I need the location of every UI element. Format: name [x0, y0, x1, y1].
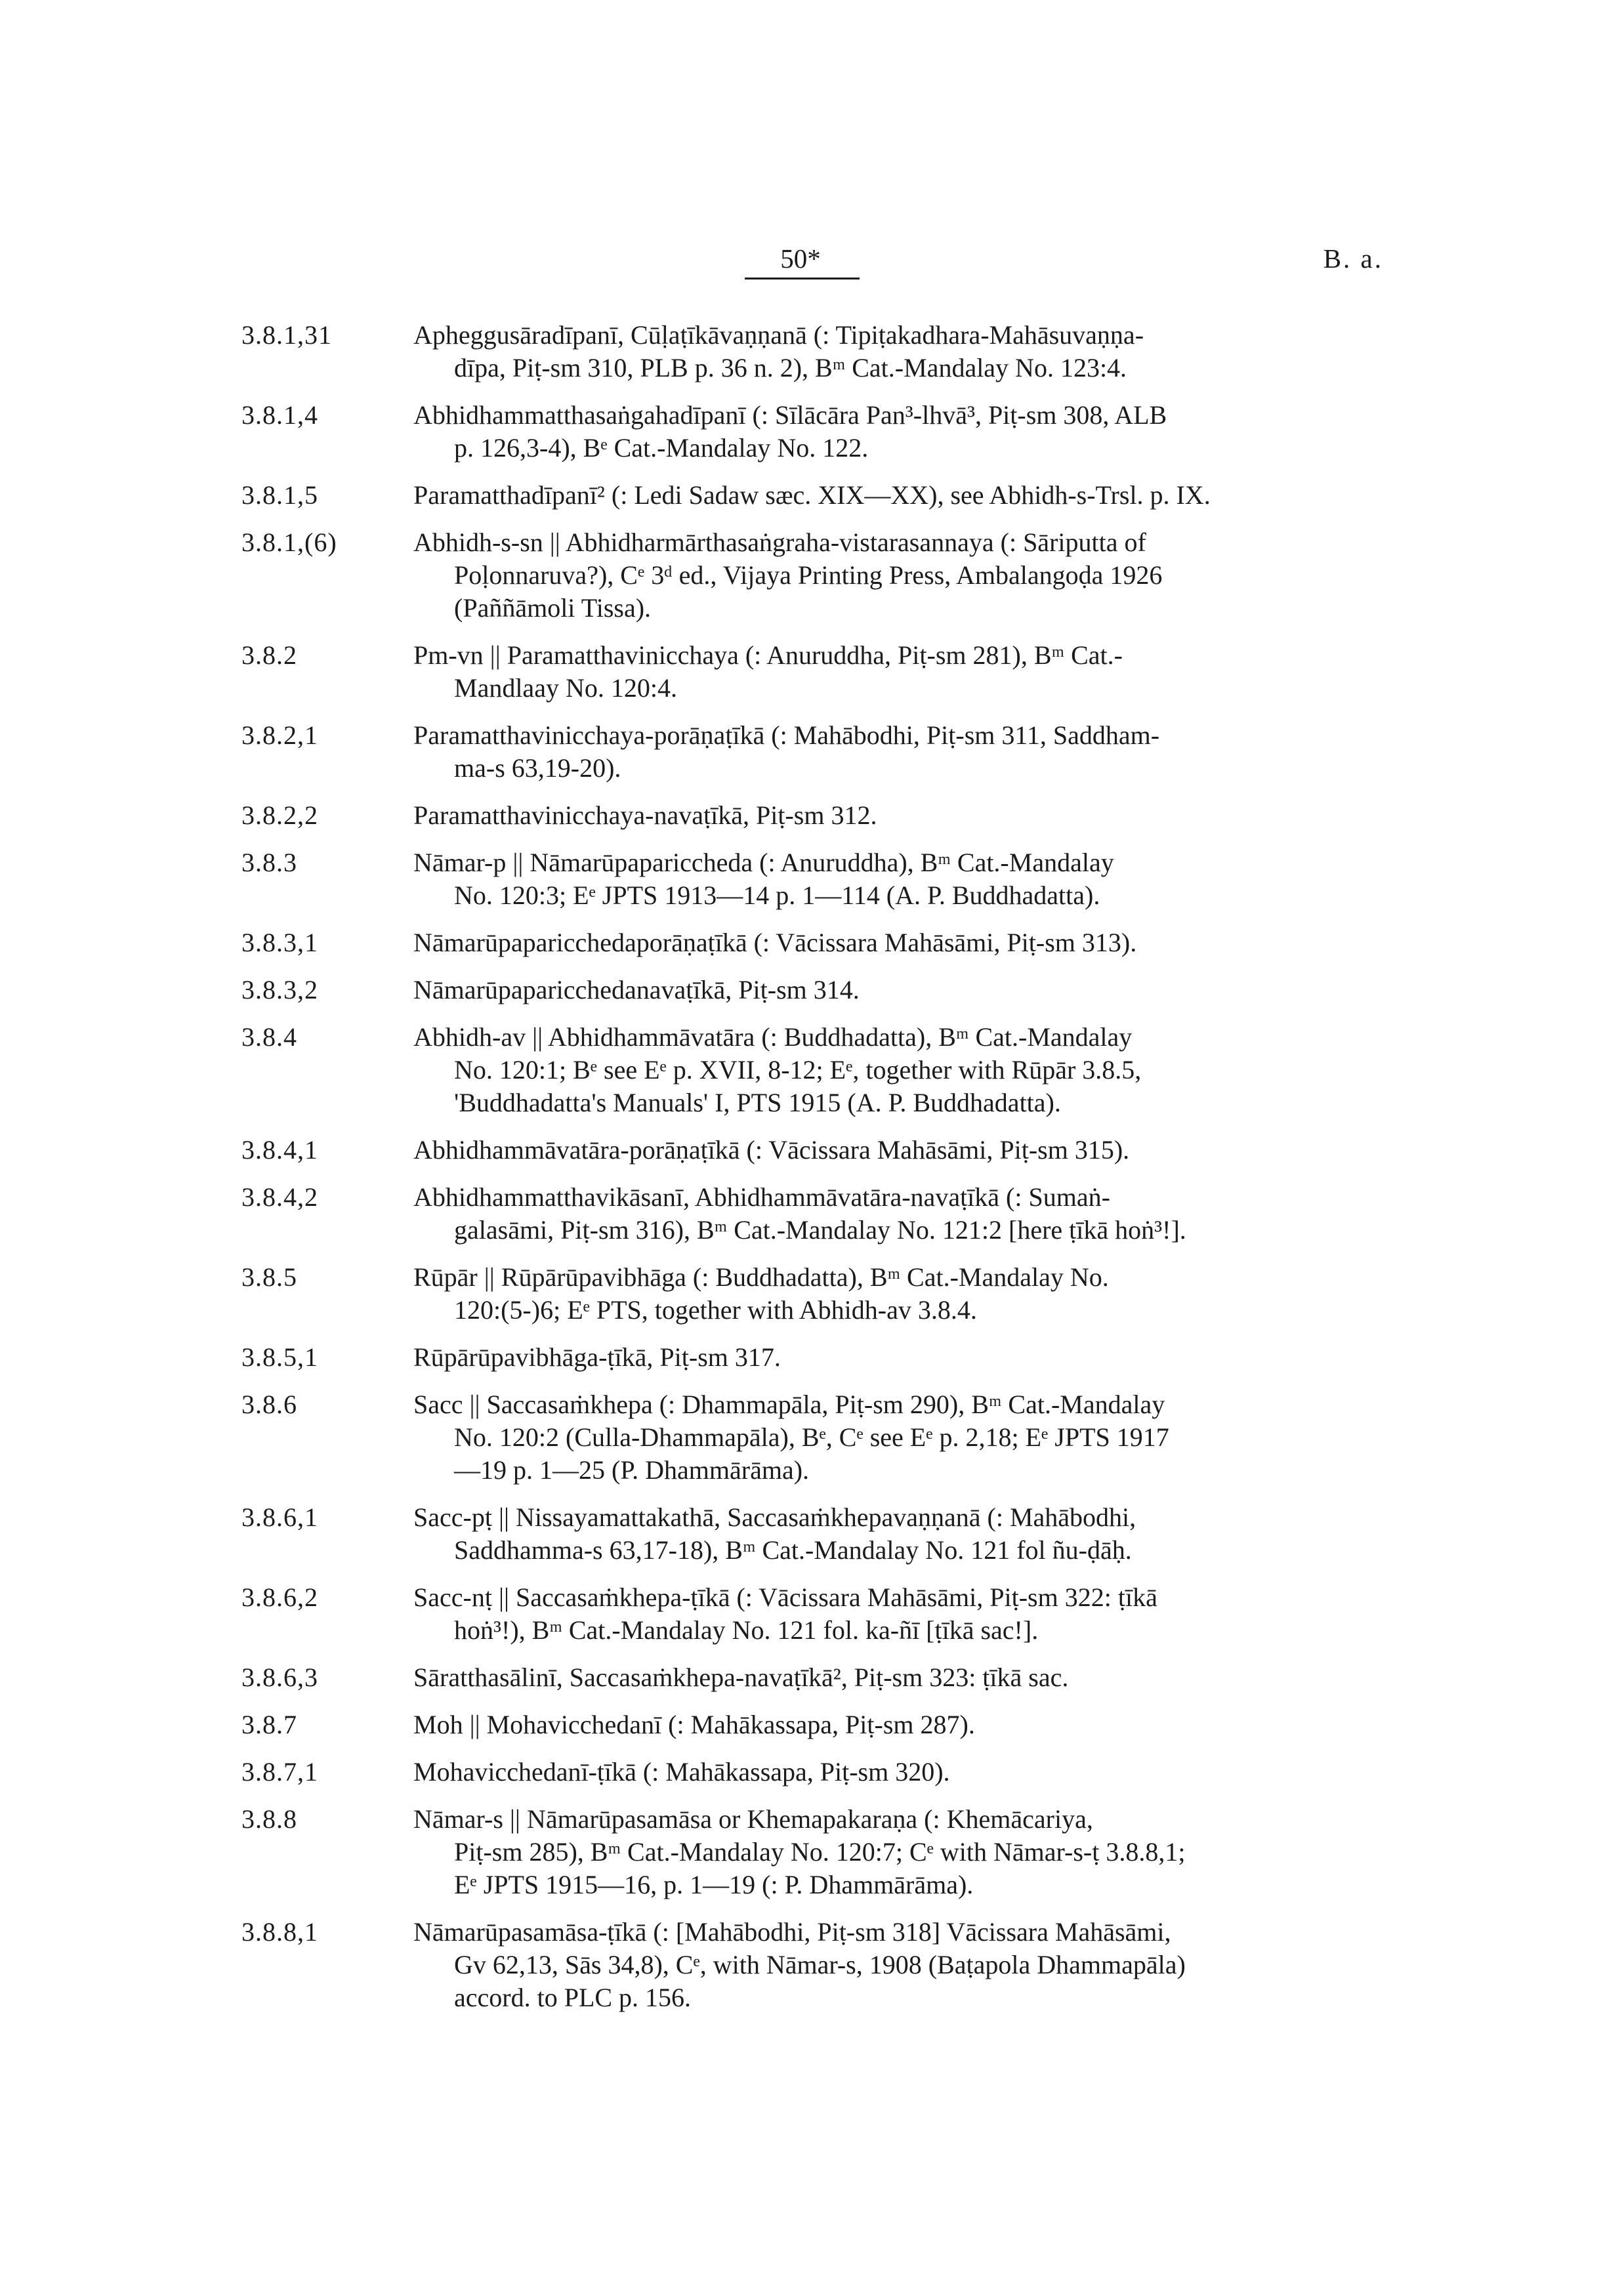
entry-line: Nāmarūpaparicchedaporāṇaṭīkā (: Vācissara Mahāsāmi, Piṭ-sm 313).: [413, 928, 1137, 957]
entry-number: 3.8.1,(6): [241, 527, 337, 557]
entry-line: Mohavicchedanī-ṭīkā (: Mahākassapa, Piṭ-sm 320).: [413, 1757, 950, 1787]
entry-line: Sāratthasālinī, Saccasaṁkhepa-navaṭīkā², Piṭ-sm 323: ṭīkā sac.: [413, 1663, 1069, 1692]
entry-text: [413, 1581, 1398, 1647]
entry-line: galasāmi, Piṭ-sm 316), Bᵐ Cat.-Mandalay No. 121:2 [here ṭīkā hoṅ³!].: [454, 1215, 1186, 1245]
entry-number: 3.8.3: [241, 848, 297, 877]
entry-line: —19 p. 1—25 (P. Dhammārāma).: [454, 1455, 810, 1485]
page-number: 50*: [780, 243, 821, 274]
entry-number: 3.8.5,1: [241, 1342, 318, 1372]
entry-line: No. 120:3; Eᵉ JPTS 1913—14 p. 1—114 (A. P. Buddhadatta).: [454, 880, 1100, 910]
bibliography-entry: [241, 1021, 1398, 1119]
entry-number: 3.8.6,2: [241, 1582, 318, 1612]
entry-line: Sacc-nṭ || Saccasaṁkhepa-ṭīkā (: Vācissara Mahāsāmi, Piṭ-sm 322: ṭīkā: [413, 1582, 1157, 1612]
bibliography-entry: [241, 1261, 1398, 1327]
entry-text: [413, 1388, 1398, 1487]
entry-number: 3.8.3,2: [241, 975, 318, 1004]
entry-text: [413, 1341, 1398, 1374]
entry-number: 3.8.8,1: [241, 1917, 318, 1947]
bibliography-entry: [241, 1708, 1398, 1741]
entry-number: 3.8.5: [241, 1262, 297, 1292]
entry-number: 3.8.1,4: [241, 400, 318, 430]
entry-line: Abhidh-s-sn || Abhidharmārthasaṅgraha-vistarasannaya (: Sāriputta of: [413, 527, 1146, 557]
bibliography-entry: [241, 974, 1398, 1006]
entry-text: [413, 1501, 1398, 1567]
bibliography-entry: [241, 926, 1398, 959]
entry-line: Paramatthavinicchaya-navaṭīkā, Piṭ-sm 312.: [413, 800, 877, 830]
entry-number: 3.8.4,2: [241, 1182, 318, 1212]
entry-number: 3.8.2,2: [241, 800, 318, 830]
entry-text: [413, 974, 1398, 1006]
bibliography-entry: [241, 799, 1398, 832]
entry-line: Abhidh-av || Abhidhammāvatāra (: Buddhadatta), Bᵐ Cat.-Mandalay: [413, 1022, 1133, 1052]
page-number-underline: [745, 278, 860, 279]
entry-text: [413, 1261, 1398, 1327]
entry-line: Gv 62,13, Sās 34,8), Cᵉ, with Nāmar-s, 1908 (Baṭapola Dhammapāla): [454, 1950, 1186, 1979]
bibliography-entry: [241, 1134, 1398, 1167]
entry-number: 3.8.2,1: [241, 720, 318, 750]
entry-line: No. 120:2 (Culla-Dhammapāla), Bᵉ, Cᵉ see Eᵉ p. 2,18; Eᵉ JPTS 1917: [454, 1422, 1169, 1452]
bibliography-entry: [241, 719, 1398, 785]
bibliography-entry: [241, 1341, 1398, 1374]
bibliography-entry: [241, 1661, 1398, 1694]
entry-line: Nāmar-p || Nāmarūpapariccheda (: Anuruddha), Bᵐ Cat.-Mandalay: [413, 848, 1114, 877]
entry-line: Piṭ-sm 285), Bᵐ Cat.-Mandalay No. 120:7; Cᵉ with Nāmar-s-ṭ 3.8.8,1;: [454, 1837, 1186, 1867]
entry-line: dīpa, Piṭ-sm 310, PLB p. 36 n. 2), Bᵐ Cat.-Mandalay No. 123:4.: [454, 353, 1127, 382]
entry-line: ma-s 63,19-20).: [454, 753, 621, 783]
bibliography-entry: [241, 639, 1398, 705]
entry-line: Rūpārūpavibhāga-ṭīkā, Piṭ-sm 317.: [413, 1342, 781, 1372]
entry-line: Paramatthavinicchaya-porāṇaṭīkā (: Mahābodhi, Piṭ-sm 311, Saddham-: [413, 720, 1160, 750]
bibliography-entry: [241, 526, 1398, 625]
section-mark: B. a.: [1323, 243, 1383, 274]
entry-line: Abhidhammatthasaṅgahadīpanī (: Sīlācāra Pan³-lhvā³, Piṭ-sm 308, ALB: [413, 400, 1167, 430]
entry-text: [413, 1756, 1398, 1788]
entry-number: 3.8.8: [241, 1804, 297, 1834]
entry-line: p. 126,3-4), Bᵉ Cat.-Mandalay No. 122.: [454, 433, 869, 463]
entry-text: [413, 399, 1398, 465]
entry-line: hoṅ³!), Bᵐ Cat.-Mandalay No. 121 fol. ka-ñī [ṭīkā sac!].: [454, 1615, 1039, 1645]
entry-number: 3.8.4,1: [241, 1135, 318, 1165]
entry-text: [413, 526, 1398, 625]
entry-line: accord. to PLC p. 156.: [454, 1983, 692, 2012]
entry-line: Abhidhammāvatāra-porāṇaṭīkā (: Vācissara Mahāsāmi, Piṭ-sm 315).: [413, 1135, 1130, 1165]
entry-line: Rūpār || Rūpārūpavibhāga (: Buddhadatta), Bᵐ Cat.-Mandalay No.: [413, 1262, 1109, 1292]
entry-number: 3.8.3,1: [241, 928, 318, 957]
entry-text: [413, 1181, 1398, 1247]
entry-text: [413, 1803, 1398, 1901]
entry-number: 3.8.6: [241, 1390, 297, 1419]
entry-text: [413, 1134, 1398, 1167]
bibliography-entry: [241, 1803, 1398, 1901]
entry-line: 120:(5-)6; Eᵉ PTS, together with Abhidh-av 3.8.4.: [454, 1295, 977, 1325]
entry-text: [413, 846, 1398, 912]
bibliography-entry: [241, 846, 1398, 912]
entry-text: [413, 1916, 1398, 2014]
entry-number: 3.8.6,1: [241, 1502, 318, 1532]
bibliography-entry: [241, 319, 1398, 384]
bibliography-entry: [241, 1581, 1398, 1647]
entry-text: [413, 1661, 1398, 1694]
entry-number: 3.8.7,1: [241, 1757, 318, 1787]
entry-line: Moh || Mohavicchedanī (: Mahākassapa, Piṭ-sm 287).: [413, 1710, 975, 1739]
entry-line: Eᵉ JPTS 1915—16, p. 1—19 (: P. Dhammārāma).: [454, 1870, 974, 1899]
entry-text: [413, 799, 1398, 832]
entry-number: 3.8.1,5: [241, 480, 318, 510]
entry-line: Nāmarūpaparicchedanavaṭīkā, Piṭ-sm 314.: [413, 975, 860, 1004]
bibliography-entry: [241, 1501, 1398, 1567]
entry-line: Sacc-pṭ || Nissayamattakathā, Saccasaṁkhepavaṇṇanā (: Mahābodhi,: [413, 1502, 1136, 1532]
entry-line: No. 120:1; Bᵉ see Eᵉ p. XVII, 8-12; Eᵉ, together with Rūpār 3.8.5,: [454, 1055, 1142, 1085]
entry-list: [241, 319, 1398, 2029]
entry-line: Nāmarūpasamāsa-ṭīkā (: [Mahābodhi, Piṭ-sm 318] Vācissara Mahāsāmi,: [413, 1917, 1171, 1947]
entry-line: Pm-vn || Paramatthavinicchaya (: Anuruddha, Piṭ-sm 281), Bᵐ Cat.-: [413, 640, 1123, 670]
entry-line: (Paññāmoli Tissa).: [454, 593, 652, 623]
entry-line: Sacc || Saccasaṁkhepa (: Dhammapāla, Piṭ-sm 290), Bᵐ Cat.-Mandalay: [413, 1390, 1165, 1419]
entry-text: [413, 319, 1398, 384]
bibliography-entry: [241, 1756, 1398, 1788]
entry-number: 3.8.7: [241, 1710, 297, 1739]
bibliography-entry: [241, 479, 1398, 512]
entry-line: Abhidhammatthavikāsanī, Abhidhammāvatāra-navaṭīkā (: Sumaṅ-: [413, 1182, 1110, 1212]
entry-line: Saddhamma-s 63,17-18), Bᵐ Cat.-Mandalay No. 121 fol ñu-ḍāḥ.: [454, 1535, 1132, 1565]
entry-line: Mandlaay No. 120:4.: [454, 673, 677, 703]
entry-text: [413, 1708, 1398, 1741]
entry-text: [413, 1021, 1398, 1119]
entry-line: Poḷonnaruva?), Cᵉ 3ᵈ ed., Vijaya Printing Press, Ambalangoḍa 1926: [454, 560, 1163, 590]
entry-text: [413, 639, 1398, 705]
bibliography-entry: [241, 399, 1398, 465]
entry-text: [413, 479, 1398, 512]
entry-number: 3.8.1,31: [241, 320, 332, 350]
bibliography-entry: [241, 1916, 1398, 2014]
entry-number: 3.8.2: [241, 640, 297, 670]
entry-number: 3.8.4: [241, 1022, 297, 1052]
entry-text: [413, 719, 1398, 785]
entry-line: Nāmar-s || Nāmarūpasamāsa or Khemapakaraṇa (: Khemācariya,: [413, 1804, 1093, 1834]
bibliography-entry: [241, 1388, 1398, 1487]
entry-line: 'Buddhadatta's Manuals' I, PTS 1915 (A. P. Buddhadatta).: [454, 1088, 1061, 1117]
entry-line: Apheggusāradīpanī, Cūḷaṭīkāvaṇṇanā (: Tipiṭakadhara-Mahāsuvaṇṇa-: [413, 320, 1144, 350]
bibliography-entry: [241, 1181, 1398, 1247]
entry-number: 3.8.6,3: [241, 1663, 318, 1692]
entry-text: [413, 926, 1398, 959]
entry-line: Paramatthadīpanī² (: Ledi Sadaw sæc. XIX—XX), see Abhidh-s-Trsl. p. IX.: [413, 480, 1211, 510]
